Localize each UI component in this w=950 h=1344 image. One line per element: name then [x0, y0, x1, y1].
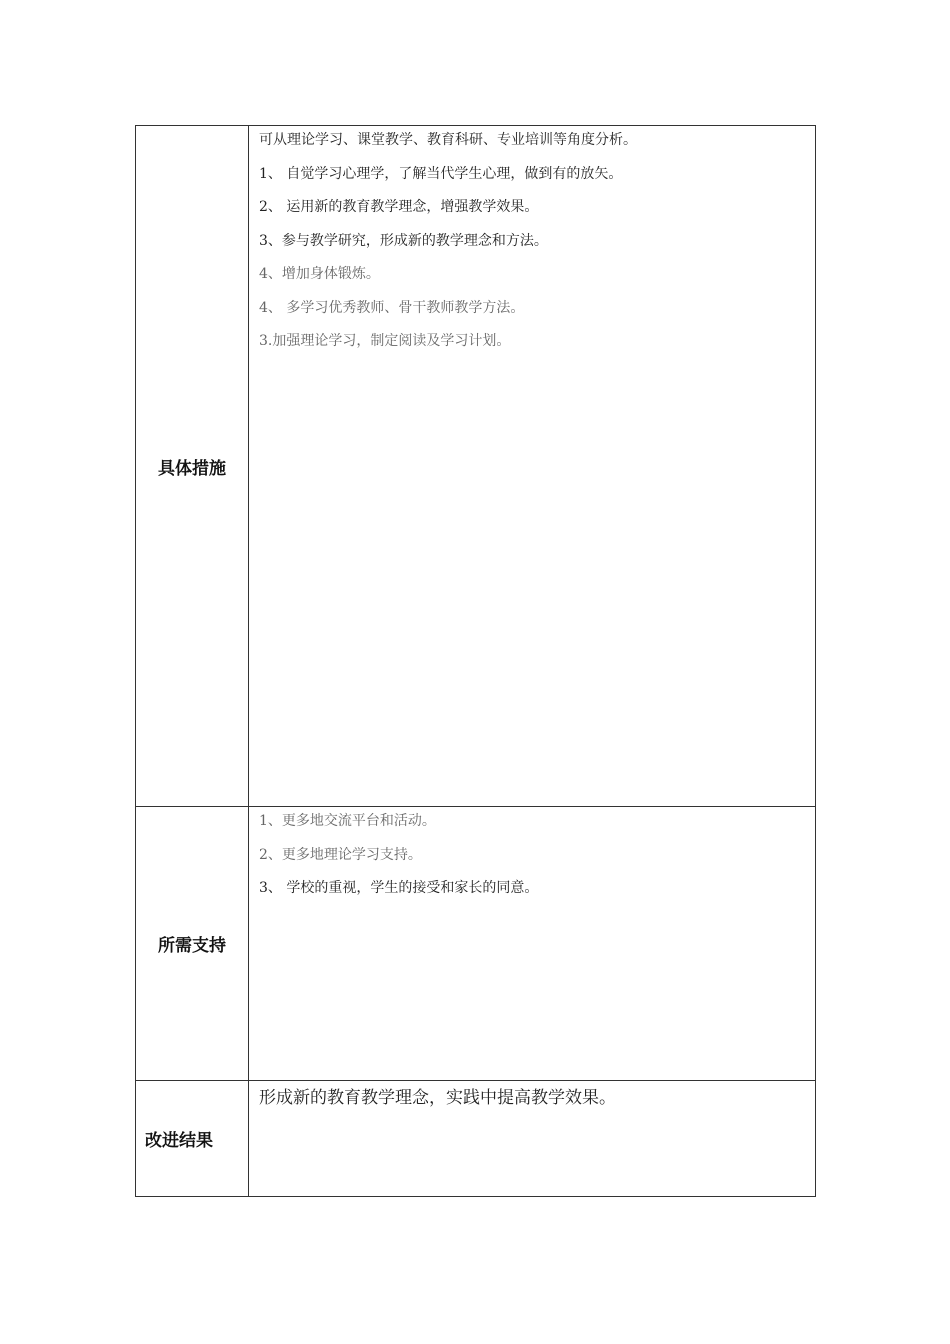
list-item: 1、 自觉学习心理学，了解当代学生心理，做到有的放矢。 — [259, 165, 623, 182]
row-label-measures: 具体措施 — [136, 126, 249, 807]
row-label-support: 所需支持 — [136, 807, 249, 1081]
improvement-plan-table — [135, 125, 816, 1197]
list-item: 4、增加身体锻炼。 — [259, 266, 380, 282]
row-label-result: 改进结果 — [136, 1081, 249, 1197]
measures-content — [249, 126, 816, 807]
table-row-result — [136, 1081, 816, 1197]
table-row-measures — [136, 126, 816, 807]
table-row-support — [136, 807, 816, 1081]
list-item: 1、更多地交流平台和活动。 — [259, 813, 436, 829]
list-item: 2、 运用新的教育教学理念，增强教学效果。 — [259, 199, 539, 215]
result-content — [249, 1081, 816, 1197]
list-item: 3、 学校的重视，学生的接受和家长的同意。 — [259, 880, 539, 896]
list-item: 2、更多地理论学习支持。 — [259, 846, 422, 863]
list-item: 4、 多学习优秀教师、骨干教师教学方法。 — [259, 299, 525, 316]
support-content — [249, 807, 816, 1081]
list-item: 形成新的教育教学理念，实践中提高教学效果。 — [259, 1088, 616, 1108]
list-item: 可从理论学习、课堂教学、教育科研、专业培训等角度分析。 — [259, 132, 637, 148]
list-item: 3、参与教学研究，形成新的教学理念和方法。 — [259, 232, 548, 249]
list-item: 3.加强理论学习，制定阅读及学习计划。 — [259, 333, 511, 349]
